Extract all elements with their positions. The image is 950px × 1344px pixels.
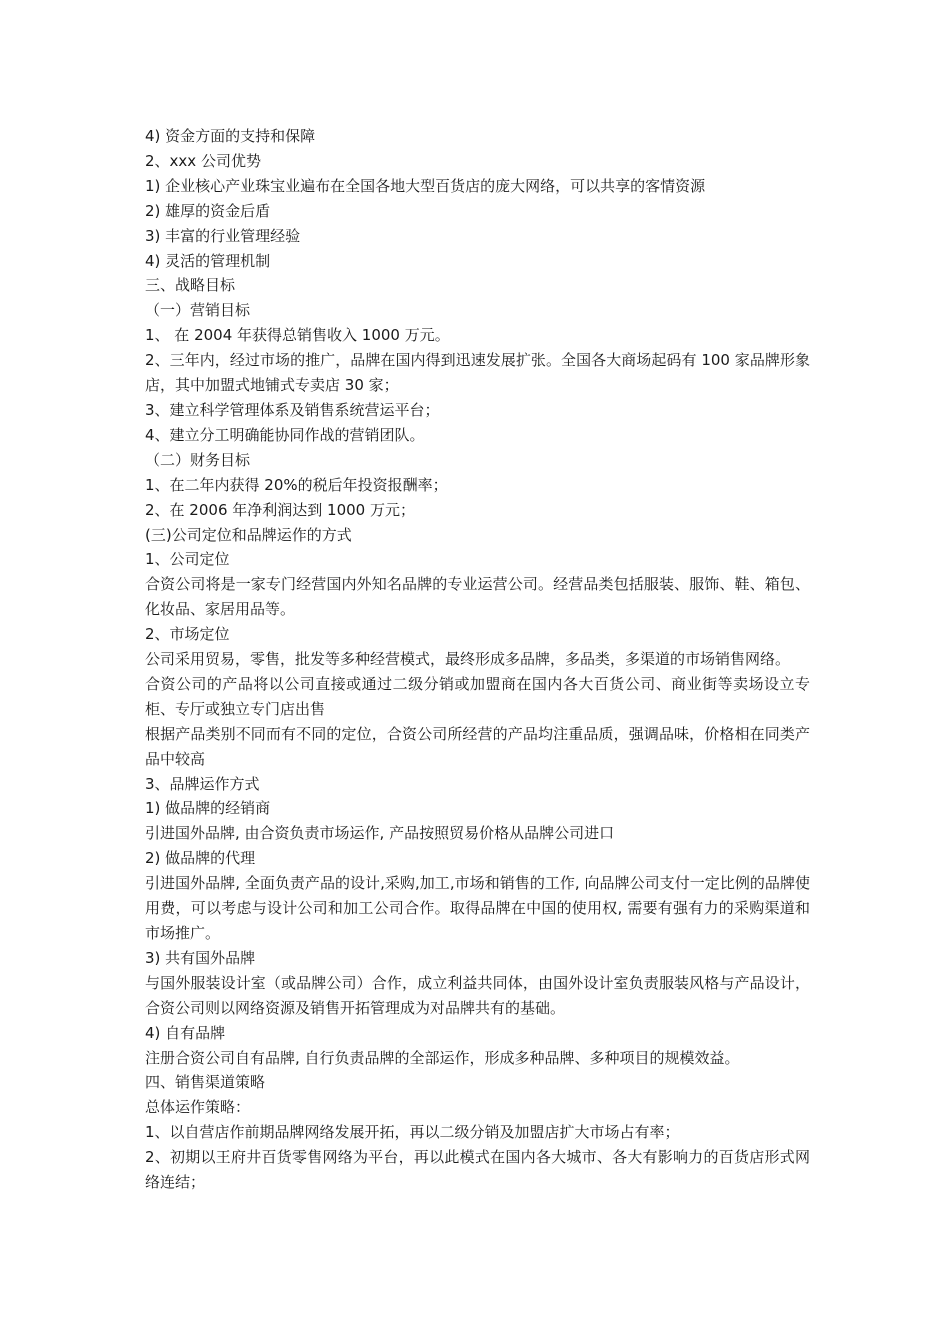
subheading-marketing-goals: （一）营销目标 xyxy=(145,301,251,320)
paragraph-company-positioning: 合资公司将是一家专门经营国内外知名品牌的专业运营公司。经营品类包括服装、服饰、鞋、箱包、化妆品、家居用品等。 xyxy=(145,575,810,619)
subheading-overall-strategy: 总体运作策略： xyxy=(145,1098,251,1117)
list-item-capital: 2) 雄厚的资金后盾 xyxy=(145,201,271,220)
list-item-roi: 1、在二年内获得 20%的税后年投资报酬率； xyxy=(145,475,448,494)
paragraph-own-brand: 注册合资公司自有品牌, 自行负责品牌的全部运作，形成多种品牌、多种项目的规模效益。 xyxy=(145,1048,740,1067)
subheading-brand-operation: 3、品牌运作方式 xyxy=(145,774,260,793)
list-item-distributor: 1) 做品牌的经销商 xyxy=(145,799,271,818)
paragraph-business-model: 公司采用贸易，零售，批发等多种经营模式，最终形成多品牌，多品类，多渠道的市场销售网络。 xyxy=(145,650,791,669)
list-item-agent: 2) 做品牌的代理 xyxy=(145,849,256,868)
list-item-funding-support: 4) 资金方面的支持和保障 xyxy=(145,127,316,145)
list-item-brand-expansion: 2、三年内，经过市场的推广，品牌在国内得到迅速发展扩张。全国各大商场起码有 100 家品牌形象店，其中加盟式地铺式专卖店 30 家； xyxy=(145,351,810,395)
list-item-sales-revenue: 1、 在 2004 年获得总销售收入 1000 万元。 xyxy=(145,326,450,345)
subheading-market-positioning: 2、市场定位 xyxy=(145,625,230,644)
list-item-experience: 3) 丰富的行业管理经验 xyxy=(145,226,301,245)
subheading-positioning: (三)公司定位和品牌运作的方式 xyxy=(145,525,352,544)
paragraph-agent: 引进国外品牌, 全面负责产品的设计,采购,加工,市场和销售的工作, 向品牌公司支付一定比例的品牌使用费，可以考虑与设计公司和加工公司合作。取得品牌在中国的使用权, 需要有强有力的采购渠道和市场推广。 xyxy=(145,874,810,942)
section-company-advantages: 2、xxx 公司优势 xyxy=(145,151,261,170)
document-body xyxy=(145,124,810,1195)
list-item-net-profit: 2、在 2006 年净利润达到 1000 万元； xyxy=(145,500,415,519)
subheading-company-positioning: 1、公司定位 xyxy=(145,550,230,569)
paragraph-distributor: 引进国外品牌, 由合资负责市场运作, 产品按照贸易价格从品牌公司进口 xyxy=(145,824,615,843)
paragraph-product-positioning: 根据产品类别不同而有不同的定位，合资公司所经营的产品均注重品质，强调品味，价格相在同类产品中较高 xyxy=(145,724,810,768)
list-item-own-brand: 4) 自有品牌 xyxy=(145,1023,226,1042)
paragraph-shared-brand: 与国外服装设计室（或品牌公司）合作，成立利益共同体，由国外设计室负责服装风格与产品设计，合资公司则以网络资源及销售开拓管理成为对品牌共有的基础。 xyxy=(145,973,810,1017)
list-item-management-system: 3、建立科学管理体系及销售系统营运平台； xyxy=(145,400,440,419)
list-item-self-operated: 1、以自营店作前期品牌网络发展开拓，再以二级分销及加盟店扩大市场占有率； xyxy=(145,1123,680,1142)
list-item-mechanism: 4) 灵活的管理机制 xyxy=(145,251,271,270)
heading-strategic-goals: 三、战略目标 xyxy=(145,276,236,295)
list-item-wangfujing: 2、初期以王府井百货零售网络为平台，再以此模式在国内各大城市、各大有影响力的百货店形式网络连结； xyxy=(145,1148,810,1192)
list-item-marketing-team: 4、建立分工明确能协同作战的营销团队。 xyxy=(145,425,425,444)
paragraph-distribution: 合资公司的产品将以公司直接或通过二级分销或加盟商在国内各大百货公司、商业街等卖场设立专柜、专厅或独立专门店出售 xyxy=(145,674,810,718)
heading-sales-channel: 四、销售渠道策略 xyxy=(145,1073,266,1092)
list-item-jewelry-network: 1) 企业核心产业珠宝业遍布在全国各地大型百货店的庞大网络，可以共享的客情资源 xyxy=(145,176,706,195)
list-item-shared-brand: 3) 共有国外品牌 xyxy=(145,948,256,967)
subheading-financial-goals: （二）财务目标 xyxy=(145,450,251,469)
